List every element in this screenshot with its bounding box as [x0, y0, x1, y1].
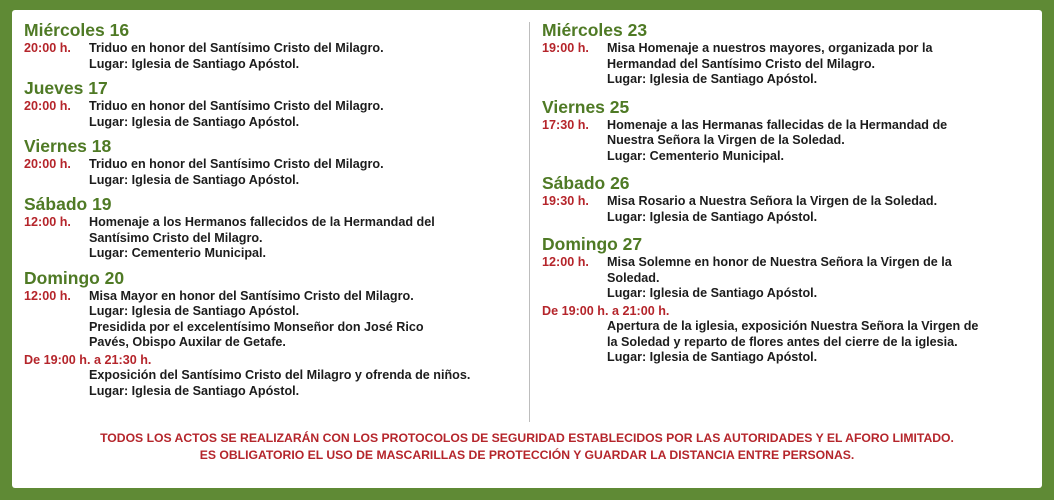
day-heading: Viernes 25 [542, 96, 630, 117]
event-time-range: De 19:00 h. a 21:00 h. [542, 303, 670, 318]
day-heading: Viernes 18 [24, 136, 112, 156]
event-line: Exposición del Santísimo Cristo del Milagro y ofrenda de niños. [89, 368, 471, 382]
event-line: Lugar: Cementerio Municipal. [89, 246, 267, 260]
event-line: Santísimo Cristo del Milagro. [89, 230, 263, 245]
event-line: Lugar: Iglesia de Santiago Apóstol. [607, 72, 818, 86]
day-heading: Miércoles 23 [542, 20, 648, 40]
event-line: Nuestra Señora la Virgen de la Soledad. [607, 133, 845, 147]
event-line: Triduo en honor del Santísimo Cristo del Milagro. [89, 99, 384, 113]
event-time: 20:00 h. [24, 41, 71, 55]
notice-line: ES OBLIGATORIO EL USO DE MASCARILLAS DE PROTECCIÓN Y GUARDAR LA DISTANCIA ENTRE PERSONAS. [199, 448, 855, 462]
event-row [542, 41, 1037, 88]
event-description [89, 289, 524, 351]
event-row [24, 41, 524, 72]
event-line: Presidida por el excelentísimo Monseñor don José Rico [89, 319, 424, 334]
event-description [89, 99, 524, 130]
event-time: 19:00 h. [542, 41, 589, 55]
event-time: 12:00 h. [24, 288, 71, 303]
event-row [24, 99, 524, 130]
event-line: Hermandad del Santísimo Cristo del Milagro. [607, 56, 876, 71]
event-description [89, 215, 524, 262]
event-time: 17:30 h. [542, 117, 589, 132]
event-line: la Soledad y reparto de flores antes del cierre de la iglesia. [607, 334, 958, 349]
day-block [542, 20, 1037, 88]
event-description [89, 41, 524, 72]
event-row [24, 215, 524, 262]
event-line: Lugar: Iglesia de Santiago Apóstol. [607, 209, 818, 224]
day-block [542, 173, 1037, 225]
schedule-right-column [542, 18, 1037, 375]
event-row [542, 255, 1037, 302]
event-line: Pavés, Obispo Auxilar de Getafe. [89, 335, 286, 349]
event-line: Lugar: Iglesia de Santiago Apóstol. [89, 114, 300, 129]
day-heading: Domingo 20 [24, 267, 125, 288]
event-line: Misa Solemne en honor de Nuestra Señora la Virgen de la [607, 255, 952, 269]
event-time: 12:00 h. [542, 255, 589, 269]
event-description [89, 157, 524, 188]
event-time: 12:00 h. [24, 215, 71, 229]
event-line: Homenaje a los Hermanos fallecidos de la Hermandad del [89, 215, 435, 229]
day-block [24, 136, 524, 188]
event-line: Lugar: Cementerio Municipal. [607, 148, 785, 163]
day-block [24, 20, 524, 72]
event-description [607, 118, 1037, 165]
day-block [542, 234, 1037, 366]
day-block [24, 194, 524, 262]
day-block [24, 78, 524, 130]
event-time: 19:30 h. [542, 194, 589, 208]
schedule-left-column [24, 18, 524, 405]
schedule-card [12, 10, 1042, 488]
event-row [542, 118, 1037, 165]
event-line: Triduo en honor del Santísimo Cristo del Milagro. [89, 41, 384, 55]
day-heading: Miércoles 16 [24, 20, 130, 40]
day-heading: Sábado 19 [24, 194, 112, 214]
event-row [542, 194, 1037, 225]
event-line: Triduo en honor del Santísimo Cristo del Milagro. [89, 157, 384, 171]
event-line: Misa Rosario a Nuestra Señora la Virgen de la Soledad. [607, 194, 938, 208]
event-time-range: De 19:00 h. a 21:30 h. [24, 352, 152, 367]
day-block [24, 268, 524, 400]
event-line: Lugar: Iglesia de Santiago Apóstol. [607, 286, 818, 300]
day-heading: Domingo 27 [542, 234, 643, 254]
event-line: Lugar: Iglesia de Santiago Apóstol. [89, 304, 300, 318]
column-divider [529, 22, 530, 422]
event-time: 20:00 h. [24, 157, 71, 171]
event-line: Misa Homenaje a nuestros mayores, organizada por la [607, 41, 933, 55]
event-line: Apertura de la iglesia, exposición Nuestra Señora la Virgen de [607, 319, 979, 333]
event-line: Lugar: Iglesia de Santiago Apóstol. [89, 56, 300, 71]
event-line: Lugar: Iglesia de Santiago Apóstol. [607, 350, 818, 364]
event-line: Soledad. [607, 270, 660, 285]
event-row [24, 157, 524, 188]
day-block [542, 97, 1037, 165]
event-line: Lugar: Iglesia de Santiago Apóstol. [89, 172, 300, 187]
day-heading: Sábado 26 [542, 173, 630, 193]
event-line: Lugar: Iglesia de Santiago Apóstol. [89, 383, 300, 398]
event-line: Homenaje a las Hermanas fallecidas de la Hermandad de [607, 117, 948, 132]
event-description [607, 194, 1037, 225]
safety-notice [12, 430, 1042, 464]
event-line: Misa Mayor en honor del Santísimo Cristo del Milagro. [89, 288, 414, 303]
event-description [607, 255, 1037, 302]
event-description [607, 41, 1037, 88]
event-time: 20:00 h. [24, 99, 71, 113]
event-row [24, 289, 524, 351]
notice-line: TODOS LOS ACTOS SE REALIZARÁN CON LOS PROTOCOLOS DE SEGURIDAD ESTABLECIDOS POR LAS AUTORIDADES Y EL AFORO LIMITADO. [100, 431, 954, 445]
day-heading: Jueves 17 [24, 78, 108, 98]
